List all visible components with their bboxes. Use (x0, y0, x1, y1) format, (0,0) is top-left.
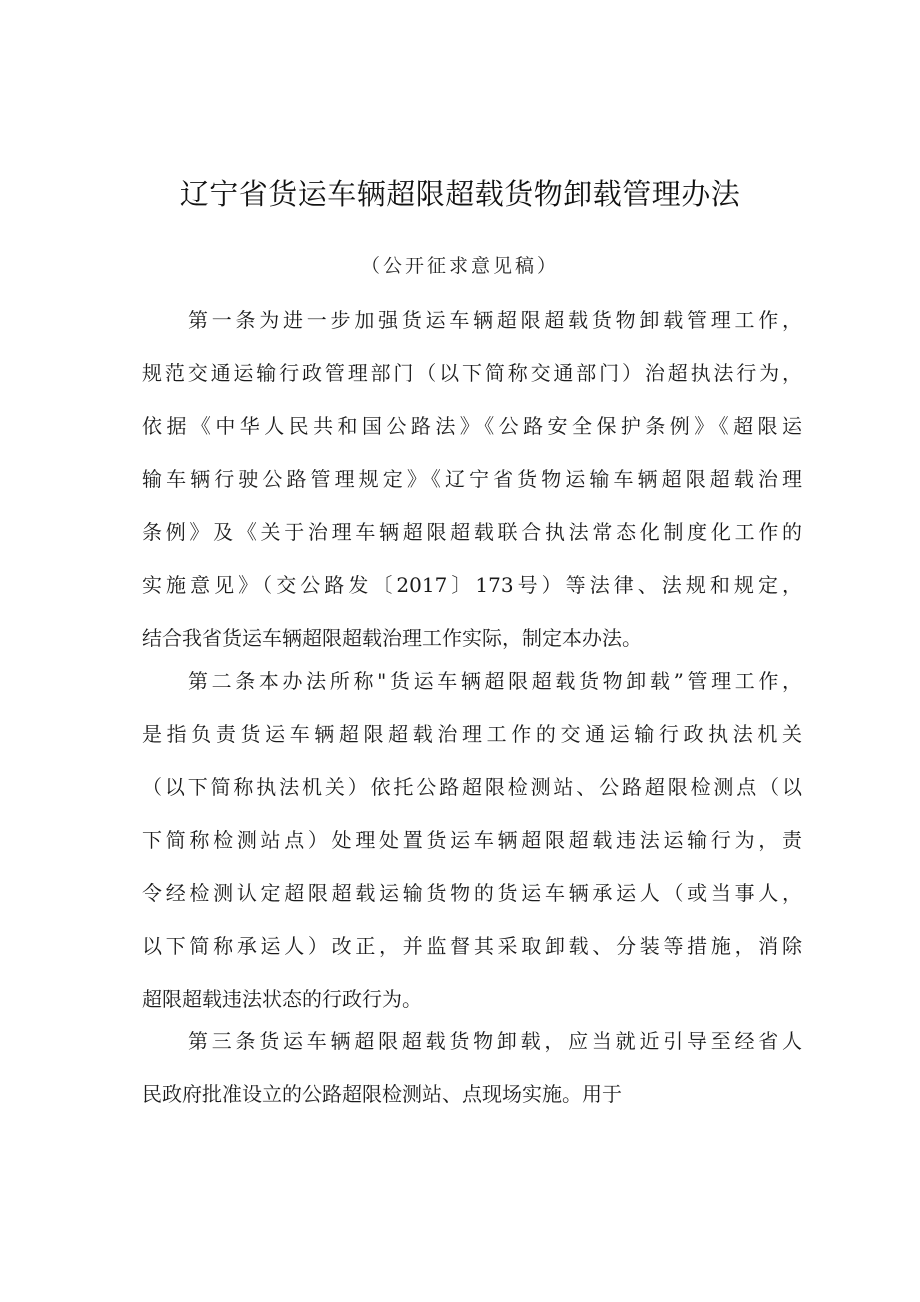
paragraph-line: 规范交通运输行政管理部门（以下简称交通部门）治超执法行为， (142, 361, 802, 385)
paragraph-line: 实施意见》（交公路发〔2017〕173号）等法律、法规和规定， (142, 573, 802, 597)
paragraph-line: 是指负责货运车辆超限超载治理工作的交通运输行政执法机关 (142, 722, 802, 746)
paragraph-line: 输车辆行驶公路管理规定》《辽宁省货物运输车辆超限超载治理 (142, 467, 802, 491)
article-2-paragraph (142, 655, 802, 1026)
paragraph-line: 结合我省货运车辆超限超载治理工作实际，制定本办法。 (142, 626, 642, 650)
paragraph-line: 第一条为进一步加强货运车辆超限超载货物卸载管理工作， (188, 308, 802, 332)
article-1-paragraph (142, 294, 802, 665)
paragraph-line: 条例》及《关于治理车辆超限超载联合执法常态化制度化工作的 (142, 520, 802, 544)
paragraph-line: 下简称检测站点）处理处置货运车辆超限超载违法运输行为，责 (142, 828, 802, 852)
paragraph-line: 超限超载违法状态的行政行为。 (142, 987, 422, 1011)
paragraph-line: 第二条本办法所称"货运车辆超限超载货物卸载”管理工作， (188, 669, 802, 693)
paragraph-line: （以下简称执法机关）依托公路超限检测站、公路超限检测点（以 (142, 775, 802, 799)
paragraph-line: 以下简称承运人）改正，并监督其采取卸载、分装等措施，消除 (142, 934, 802, 958)
document-subtitle: （公开征求意见稿） (360, 255, 559, 277)
paragraph-line: 令经检测认定超限超载运输货物的货运车辆承运人（或当事人， (142, 881, 802, 905)
paragraph-line: 民政府批准设立的公路超限检测站、点现场实施。用于 (142, 1082, 622, 1106)
article-3-paragraph (142, 1015, 802, 1121)
document-title: 辽宁省货运车辆超限超载货物卸载管理办法 (179, 177, 741, 211)
paragraph-line: 第三条货运车辆超限超载货物卸载，应当就近引导至经省人 (188, 1029, 802, 1053)
paragraph-line: 依据《中华人民共和国公路法》《公路安全保护条例》《超限运 (142, 414, 802, 438)
